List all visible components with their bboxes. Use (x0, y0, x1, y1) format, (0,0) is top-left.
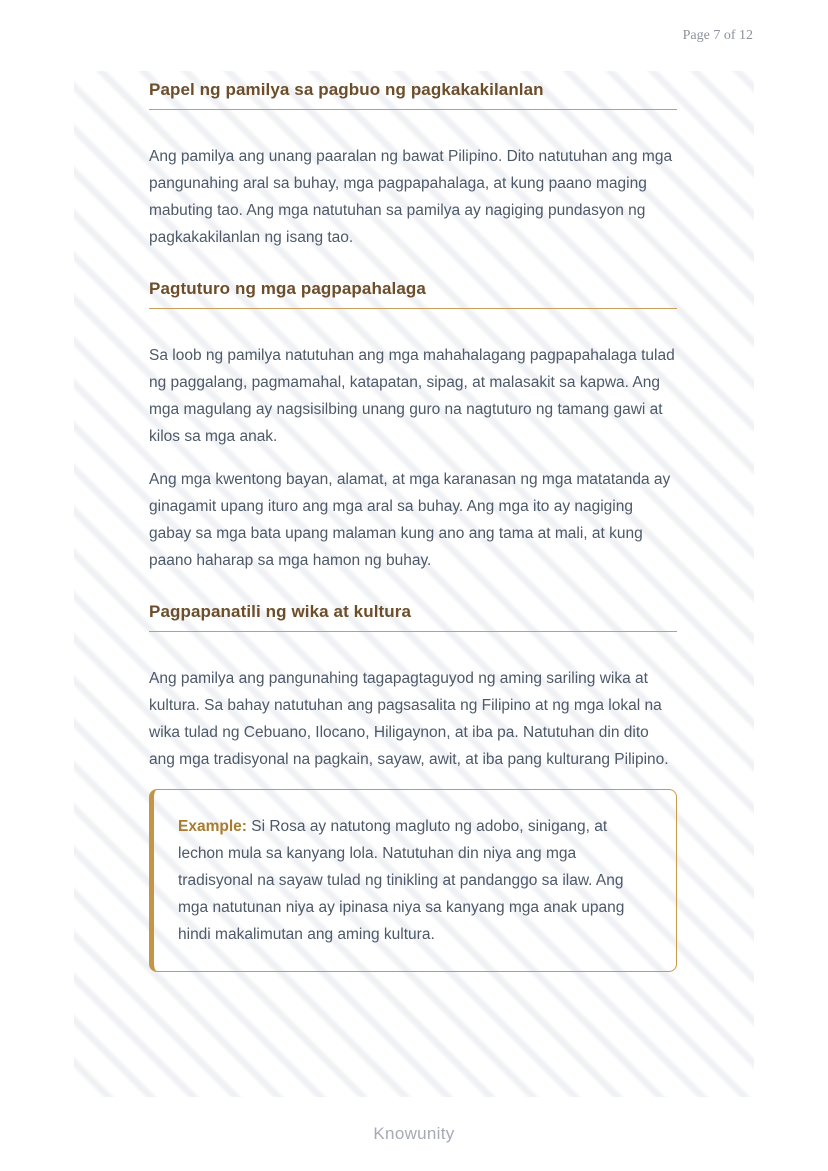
paragraph: Sa loob ng pamilya natutuhan ang mga mahahalagang pagpapahalaga tulad ng paggalang, pagmamahal, katapatan, sipag, at malasakit sa kapwa. Ang mga magulang ay nagsisilbing unang guro na nagtuturo ng tamang gawi at kilos sa mga anak. (149, 347, 675, 445)
paragraph: Ang pamilya ang pangunahing tagapagtaguyod ng aming sariling wika at kultura. Sa bahay natutuhan ang pagsasalita ng Filipino at ng mga lokal na wika tulad ng Cebuano, Ilocano, Hiligaynon, at iba pa. Natutuhan din dito ang mga tradisyonal na pagkain, sayaw, awit, at iba pang kulturang Pilipino. (149, 670, 669, 768)
section-papel-ng-pamilya (149, 79, 677, 251)
section-1-heading: Papel ng pamilya sa pagbuo ng pagkakakilanlan (149, 79, 677, 110)
document-page (74, 71, 754, 1097)
paragraph: Ang mga kwentong bayan, alamat, at mga karanasan ng mga matatanda ay ginagamit upang ituro ang mga aral sa buhay. Ang mga ito ay nagiging gabay sa mga bata upang malaman kung ano ang tama at mali, at kung paano haharap sa mga hamon ng buhay. (149, 471, 671, 569)
example-text: Si Rosa ay natutong magluto ng adobo, sinigang, at lechon mula sa kanyang lola. Natutuhan din niya ang mga tradisyonal na sayaw tulad ng tinikling at pandanggo sa ilaw. Ang mga natutunan niya ay ipinasa niya sa kanyang mga anak upang hindi makalimutan ang aming kultura. (178, 818, 625, 943)
page-number: Page 7 of 12 (682, 28, 753, 43)
example-paragraph (178, 813, 652, 948)
footer-brand: Knowunity (373, 1124, 455, 1143)
section-pagtuturo-pagpapahalaga (149, 278, 677, 574)
example-box (149, 789, 677, 972)
section-3-heading: Pagpapanatili ng wika at kultura (149, 601, 677, 632)
section-pagpapanatili-wika-kultura (149, 601, 677, 972)
paragraph: Ang pamilya ang unang paaralan ng bawat Pilipino. Dito natutuhan ang mga pangunahing aral sa buhay, mga pagpapahalaga, at kung paano maging mabuting tao. Ang mga natutuhan sa pamilya ay nagiging pundasyon ng pagkakakilanlan ng isang tao. (149, 148, 673, 246)
section-2-heading: Pagtuturo ng mga pagpapahalaga (149, 278, 677, 309)
example-label: Example: (178, 818, 247, 835)
